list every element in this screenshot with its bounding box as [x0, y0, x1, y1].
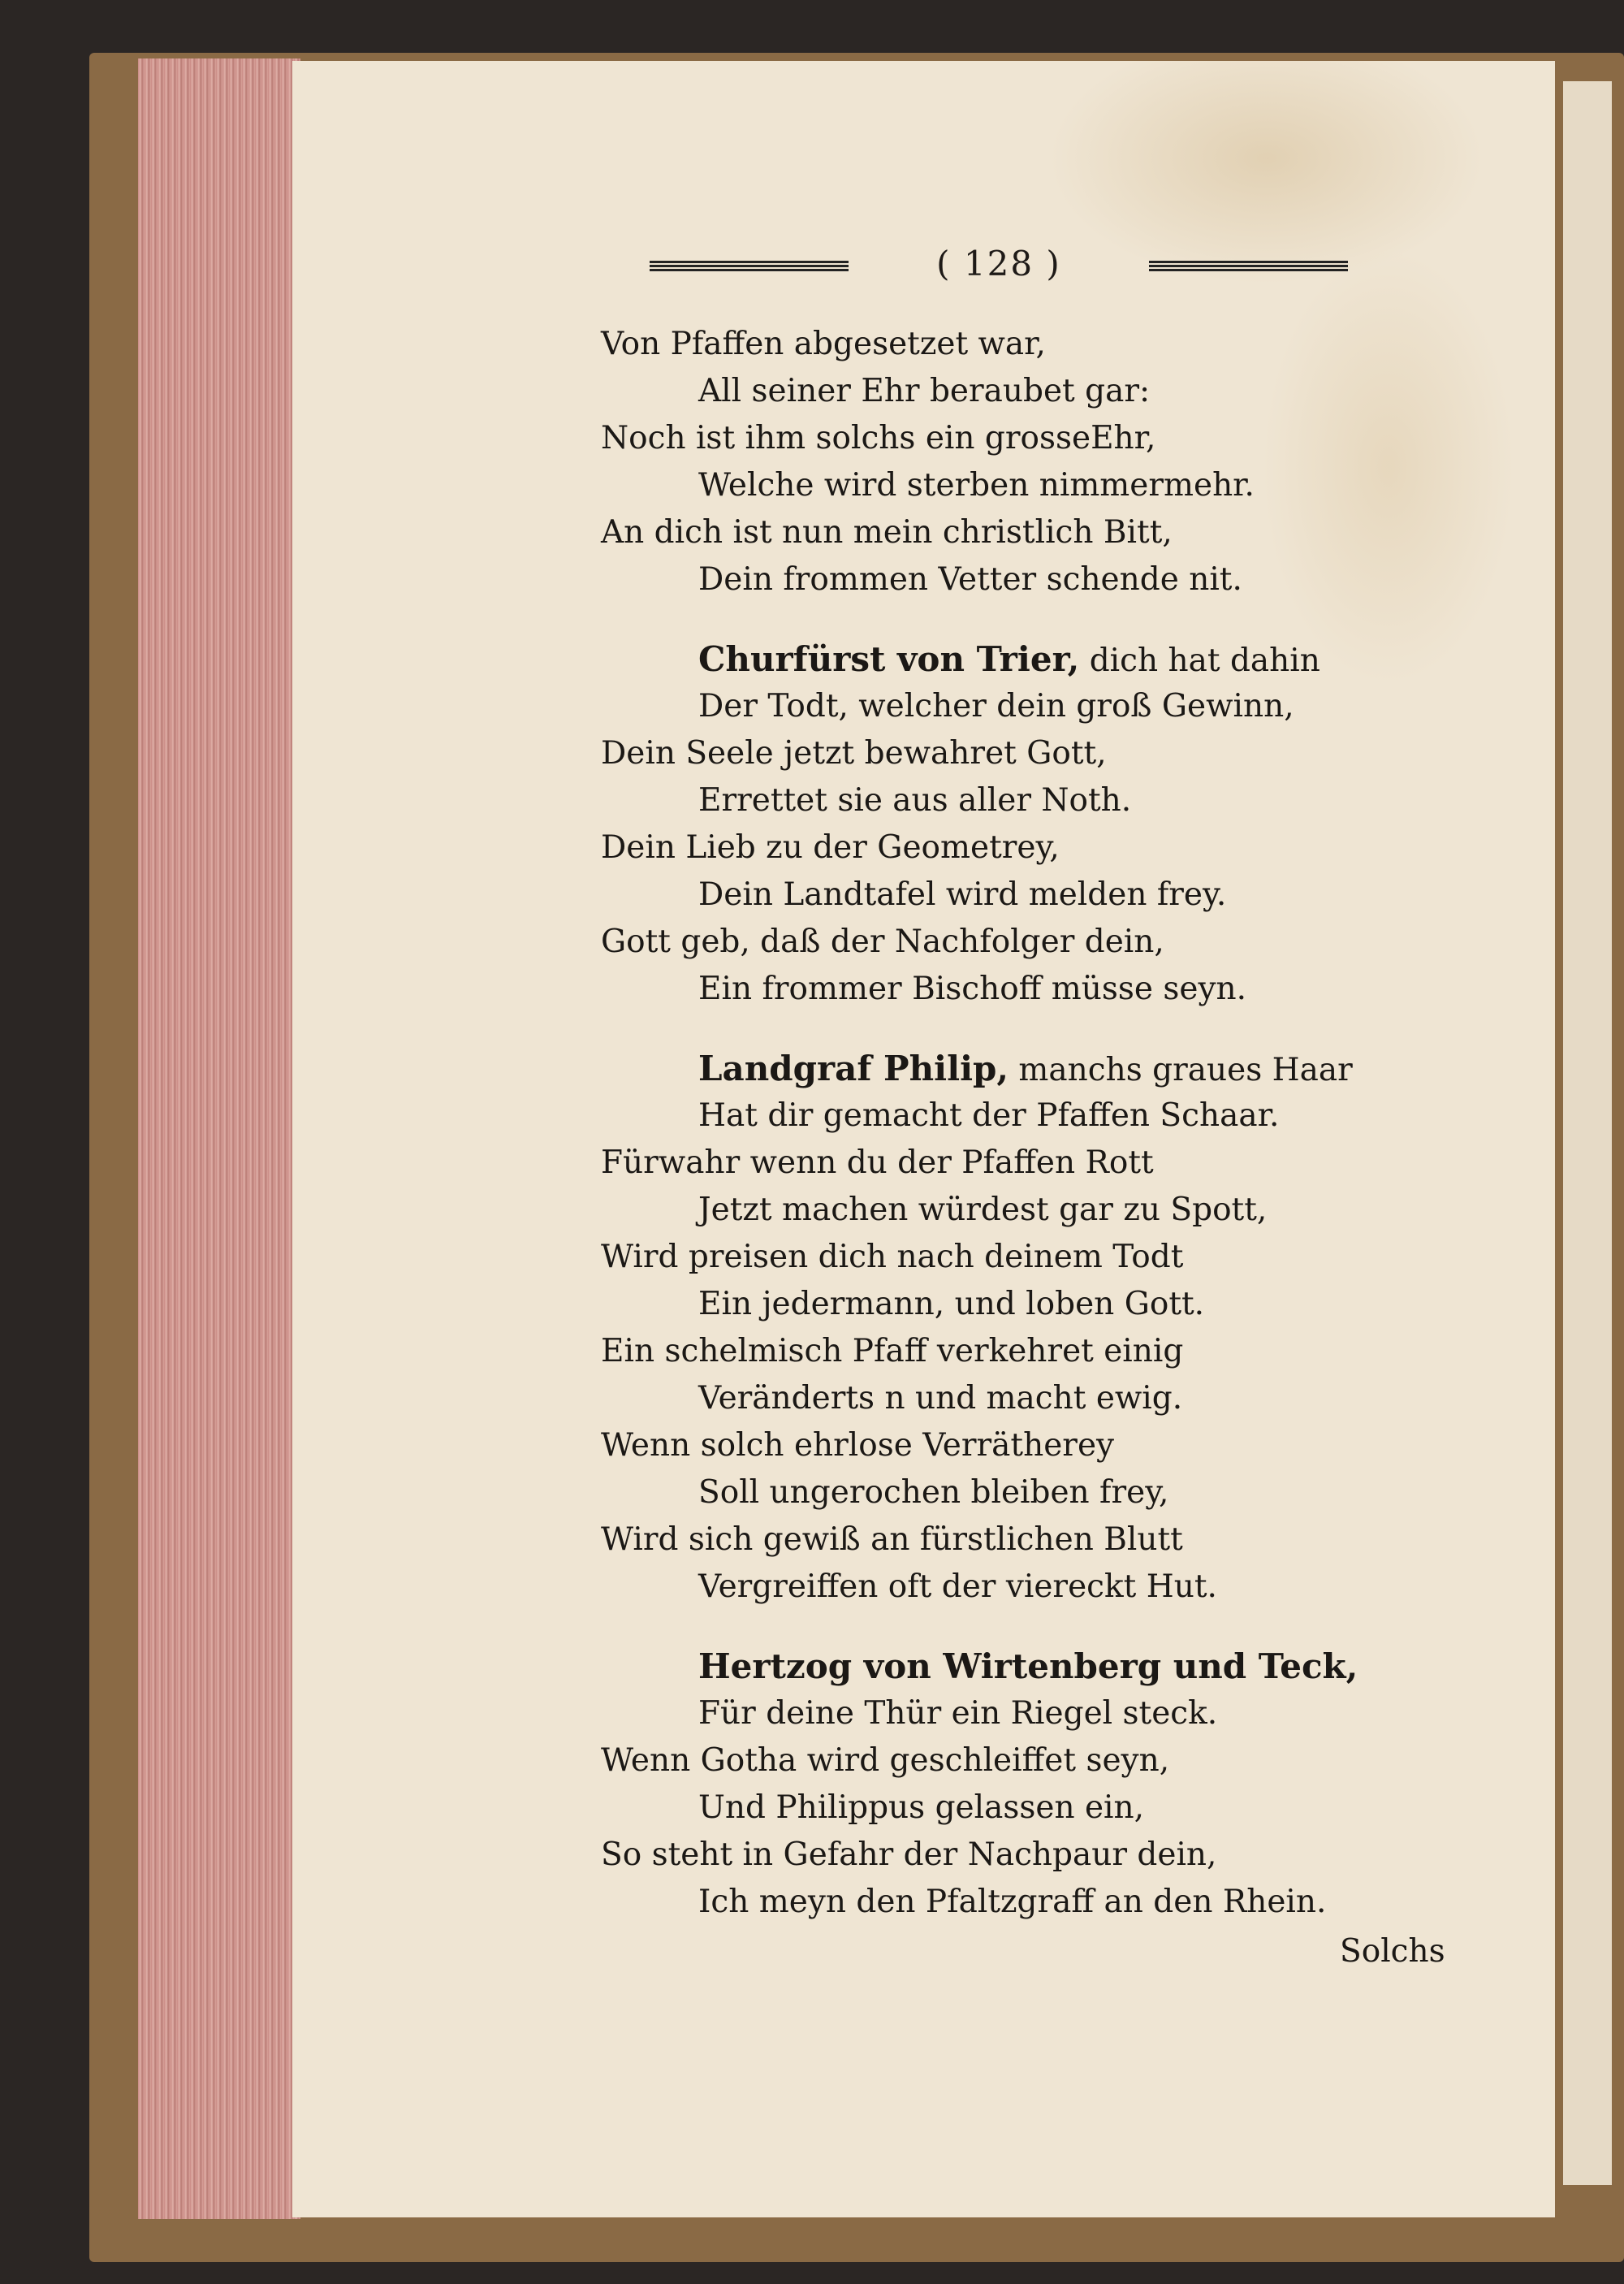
stanza-heading: Churfürst von Trier, [698, 639, 1080, 679]
poem-line: Soll ungerochen bleiben frey, [698, 1474, 1169, 1511]
poem-line: Gott geb, daß der Nachfolger dein, [601, 924, 1164, 960]
poem-line: Ein frommer Bischoff müsse seyn. [698, 971, 1247, 1007]
page-number: ( 128 ) [936, 244, 1061, 283]
poem-line: Dein frommen Vetter schende nit. [698, 561, 1242, 598]
stanza-heading: Hertzog von Wirtenberg und Teck, [698, 1646, 1358, 1686]
stanza-heading: Landgraf Philip, [698, 1049, 1009, 1088]
poem-line: Welche wird sterben nimmermehr. [698, 467, 1255, 504]
poem-line: Wird sich gewiß an fürstlichen Blutt [601, 1521, 1183, 1558]
stanza-heading-line [601, 636, 1364, 683]
poem-line: Vergreiffen oft der viereckt Hut. [698, 1568, 1217, 1605]
poem-text [601, 321, 1364, 1926]
poem-line: Ich meyn den Pfaltzgraff an den Rhein. [698, 1884, 1327, 1920]
poem-line: Veränderts n und macht ewig. [698, 1380, 1183, 1417]
poem-line: Errettet sie aus aller Noth. [698, 782, 1132, 819]
stanza-heading-rest: manchs graues Haar [1009, 1052, 1353, 1088]
poem-line: Wenn solch ehrlose Verrätherey [601, 1427, 1115, 1464]
stanza-heading-line [601, 1045, 1364, 1092]
poem-line: Und Philippus gelassen ein, [698, 1789, 1145, 1826]
stanza-gap [601, 1013, 1364, 1045]
poem-line: Dein Landtafel wird melden frey. [698, 876, 1227, 913]
poem-line: Wenn Gotha wird geschleiffet seyn, [601, 1742, 1170, 1779]
poem-line: Fürwahr wenn du der Pfaffen Rott [601, 1144, 1154, 1181]
facing-page-edge [1563, 81, 1612, 2185]
poem-line: Ein schelmisch Pfaff verkehret einig [601, 1333, 1184, 1369]
stanza-heading-rest: dich hat dahin [1079, 642, 1320, 679]
poem-line: Von Pfaffen abgesetzet war, [601, 326, 1046, 362]
poem-line: Hat dir gemacht der Pfaffen Schaar. [698, 1097, 1280, 1134]
stanza-heading-line [601, 1643, 1364, 1690]
poem-line: Für deine Thür ein Riegel steck. [698, 1695, 1218, 1732]
poem-line: Ein jedermann, und loben Gott. [698, 1286, 1205, 1322]
stanza-gap [601, 1611, 1364, 1643]
catchword: Solchs [1340, 1933, 1445, 1970]
poem-line: Jetzt machen würdest gar zu Spott, [698, 1192, 1268, 1228]
page-edges [138, 58, 300, 2219]
header-rule-left [650, 260, 849, 271]
poem-line: All seiner Ehr beraubet gar: [698, 373, 1151, 409]
poem-line: An dich ist nun mein christlich Bitt, [601, 514, 1173, 551]
poem-line: Wird preisen dich nach deinem Todt [601, 1239, 1184, 1275]
poem-line: Dein Seele jetzt bewahret Gott, [601, 735, 1107, 772]
header-rule-right [1149, 260, 1348, 271]
stanza-gap [601, 603, 1364, 636]
poem-line: So steht in Gefahr der Nachpaur dein, [601, 1836, 1217, 1873]
poem-line: Der Todt, welcher dein groß Gewinn, [698, 688, 1294, 725]
poem-line: Noch ist ihm solchs ein grosseEhr, [601, 420, 1156, 456]
page-header [650, 244, 1348, 292]
poem-line: Dein Lieb zu der Geometrey, [601, 829, 1060, 866]
